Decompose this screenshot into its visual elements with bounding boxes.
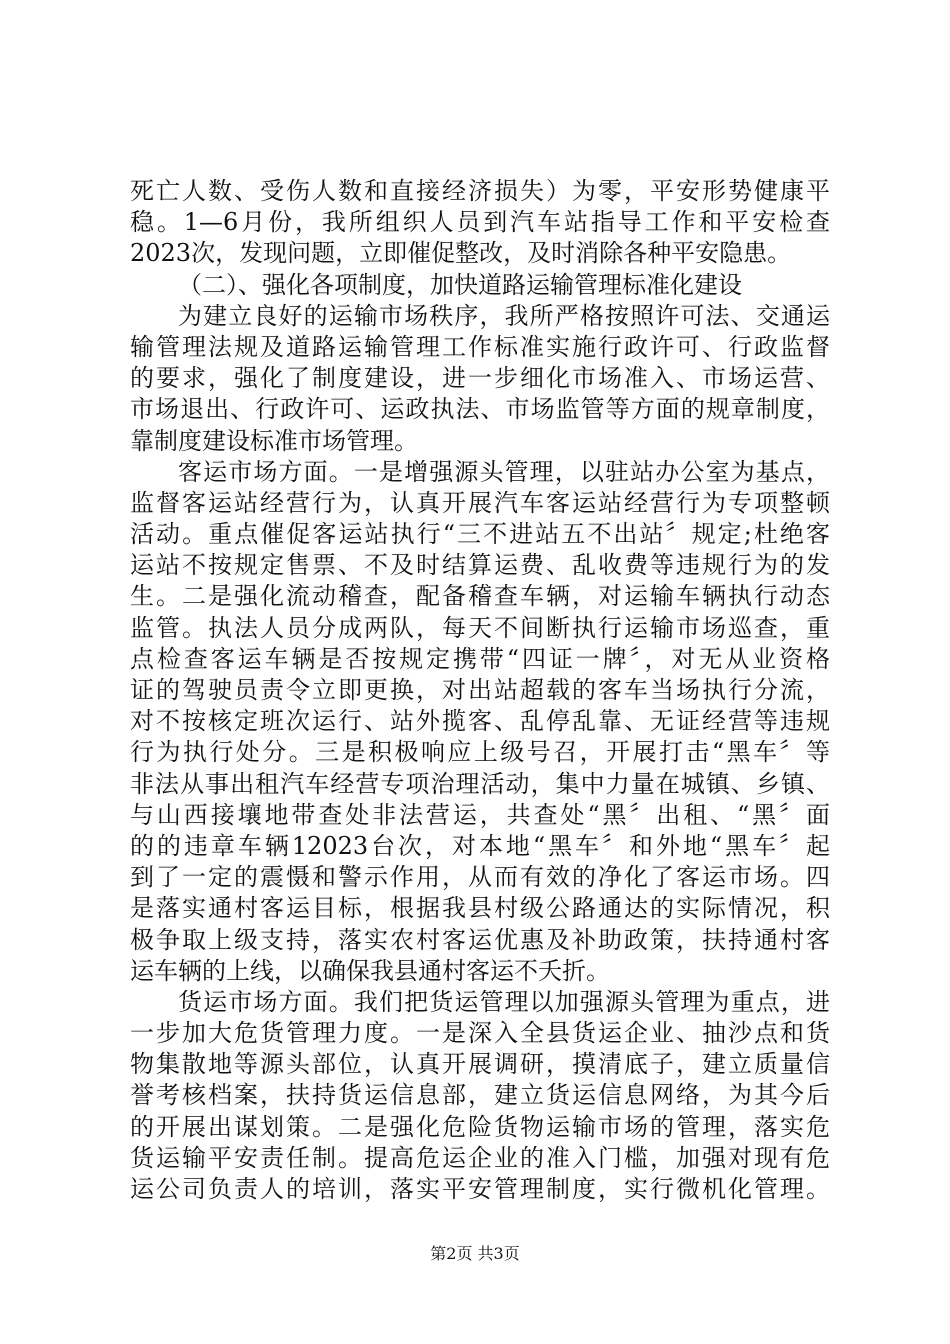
text-line: 2023次，发现问题，立即催促整改，及时消除各种平安隐患。 <box>130 239 792 268</box>
text-line: 运站不按规定售票、不及时结算运费、乱收费等违规行为的发 <box>130 551 830 580</box>
text-line: 对不按核定班次运行、站外揽客、乱停乱靠、无证经营等违规 <box>130 707 830 736</box>
text-line: 稳。1—6月份，我所组织人员到汽车站指导工作和平安检查 <box>130 208 830 237</box>
text-line: 输管理法规及道路运输管理工作标准实施行政许可、行政监督 <box>130 332 830 361</box>
text-line: 客运市场方面。一是增强源头管理，以驻站办公室为基点， <box>178 457 830 486</box>
text-line: 行为执行处分。三是积极响应上级号召，开展打击“黑车〞等 <box>130 738 830 767</box>
text-line: 证的驾驶员责令立即更换，对出站超载的客车当场执行分流， <box>130 676 830 704</box>
text-line: 监管。执法人员分成两队，每天不间断执行运输市场巡查，重 <box>130 613 830 642</box>
text-line: 活动。重点催促客运站执行“三不进站五不出站〞规定;杜绝客 <box>130 520 830 549</box>
text-line: 市场退出、行政许可、运政执法、市场监管等方面的规章制度， <box>130 395 830 424</box>
text-line: 运公司负责人的培训，落实平安管理制度，实行微机化管理。 <box>130 1175 830 1203</box>
text-line: 点检查客运车辆是否按规定携带“四证一牌〞，对无从业资格 <box>130 644 830 673</box>
text-line: 的的违章车辆12023台次，对本地“黑车〞和外地“黑车〞起 <box>130 831 830 860</box>
text-line: 物集散地等源头部位，认真开展调研，摸清底子，建立质量信 <box>130 1050 830 1079</box>
text-line: 是落实通村客运目标，根据我县村级公路通达的实际情况，积 <box>130 894 830 923</box>
text-line: 死亡人数、受伤人数和直接经济损失）为零，平安形势健康平 <box>130 177 830 205</box>
text-line: 的要求，强化了制度建设，进一步细化市场准入、市场运营、 <box>130 364 830 393</box>
text-line: 的开展出谋划策。二是强化危险货物运输市场的管理，落实危 <box>130 1112 830 1141</box>
section-heading: （二）、强化各项制度，加快道路运输管理标准化建设 <box>178 270 742 299</box>
text-line: 与山西接壤地带查处非法营运，共查处“黑〞出租、“黑〞面 <box>130 800 830 829</box>
page-footer: 第2页 共3页 <box>430 1244 520 1263</box>
text-line: 运车辆的上线，以确保我县通村客运不夭折。 <box>130 956 610 985</box>
text-line: 监督客运站经营行为，认真开展汽车客运站经营行为专项整顿 <box>130 488 830 517</box>
text-line: 非法从事出租汽车经营专项治理活动，集中力量在城镇、乡镇、 <box>130 769 830 798</box>
text-line: 靠制度建设标准市场管理。 <box>130 426 418 455</box>
text-line: 一步加大危货管理力度。一是深入全县货运企业、抽沙点和货 <box>130 1019 830 1048</box>
text-line: 极争取上级支持，落实农村客运优惠及补助政策，扶持通村客 <box>130 925 830 954</box>
text-line: 到了一定的震慑和警示作用，从而有效的净化了客运市场。四 <box>130 863 830 892</box>
text-line: 誉考核档案，扶持货运信息部，建立货运信息网络，为其今后 <box>130 1081 830 1110</box>
text-line: 为建立良好的运输市场秩序，我所严格按照许可法、交通运 <box>178 301 830 330</box>
text-line: 货运输平安责任制。提高危运企业的准入门槛，加强对现有危 <box>130 1143 830 1172</box>
text-line: 生。二是强化流动稽查，配备稽查车辆，对运输车辆执行动态 <box>130 582 830 611</box>
document-body <box>130 176 830 1205</box>
text-line: 货运市场方面。我们把货运管理以加强源头管理为重点，进 <box>178 987 830 1016</box>
